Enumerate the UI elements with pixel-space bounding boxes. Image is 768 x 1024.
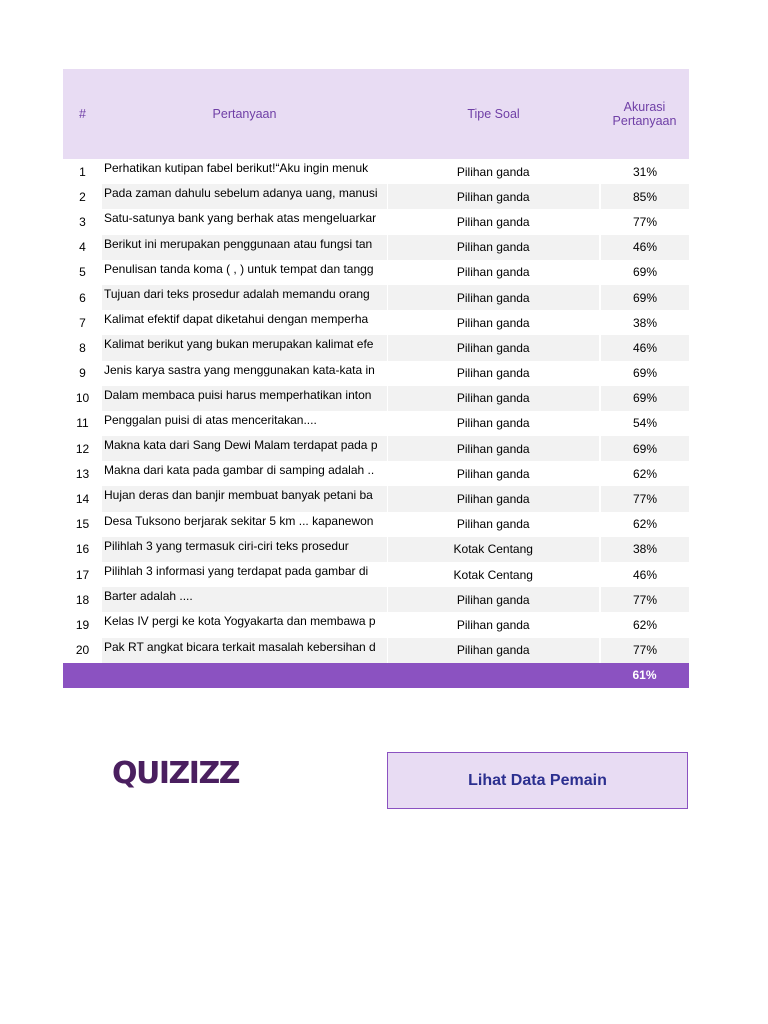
- table-body: [63, 159, 689, 663]
- row-question: Hujan deras dan banjir membuat banyak petani ba: [102, 486, 387, 511]
- table-row: [63, 159, 689, 184]
- row-type: Pilihan ganda: [387, 386, 600, 411]
- row-question: Pilihlah 3 yang termasuk ciri-ciri teks prosedur: [102, 537, 387, 562]
- row-number: 18: [75, 592, 90, 607]
- header-accuracy: [600, 69, 689, 159]
- row-accuracy: 38%: [600, 310, 689, 335]
- header-question: Pertanyaan: [212, 107, 277, 121]
- row-number: 13: [75, 466, 90, 481]
- row-accuracy: 46%: [600, 235, 689, 260]
- row-number: 4: [79, 240, 86, 255]
- row-accuracy: 77%: [600, 587, 689, 612]
- row-number: 14: [75, 492, 90, 507]
- table-row: [63, 335, 689, 360]
- quizizz-logo: QUIZIZZ: [112, 756, 239, 791]
- row-number: 9: [79, 366, 86, 381]
- table-row: [63, 184, 689, 209]
- row-question: Desa Tuksono berjarak sekitar 5 km ... kapanewon: [104, 513, 374, 528]
- row-number: 1: [79, 164, 86, 179]
- row-question: Makna kata dari Sang Dewi Malam terdapat pada p: [102, 436, 387, 461]
- row-type: Pilihan ganda: [387, 512, 600, 537]
- row-number: 3: [79, 214, 86, 229]
- row-type: Pilihan ganda: [387, 159, 600, 184]
- row-question: Pak RT angkat bicara terkait masalah kebersihan d: [102, 638, 387, 663]
- row-accuracy: 62%: [600, 461, 689, 486]
- row-type: Pilihan ganda: [387, 285, 600, 310]
- row-accuracy: 46%: [600, 335, 689, 360]
- row-number: 8: [79, 340, 86, 355]
- row-question: Satu-satunya bank yang berhak atas mengeluarkar: [104, 211, 377, 226]
- view-player-data-button[interactable]: Lihat Data Pemain: [387, 752, 688, 809]
- row-accuracy: 31%: [600, 159, 689, 184]
- row-type: Pilihan ganda: [387, 486, 600, 511]
- table-row: [63, 310, 689, 335]
- row-type: Pilihan ganda: [387, 260, 600, 285]
- row-type: Pilihan ganda: [387, 361, 600, 386]
- row-number: 16: [75, 542, 90, 557]
- row-accuracy: 85%: [600, 184, 689, 209]
- row-type: Pilihan ganda: [387, 436, 600, 461]
- row-question: Dalam membaca puisi harus memperhatikan inton: [102, 386, 387, 411]
- table-row: [63, 209, 689, 234]
- row-accuracy: 69%: [600, 361, 689, 386]
- row-type: Pilihan ganda: [387, 335, 600, 360]
- total-row: [63, 663, 689, 688]
- row-question: Kalimat berikut yang bukan merupakan kalimat efe: [102, 335, 387, 360]
- row-question: Berikut ini merupakan penggunaan atau fungsi tan: [102, 235, 387, 260]
- row-question: Penggalan puisi di atas menceritakan....: [104, 412, 317, 427]
- row-accuracy: 38%: [600, 537, 689, 562]
- row-accuracy: 62%: [600, 512, 689, 537]
- row-number: 5: [79, 265, 86, 280]
- row-number: 19: [75, 617, 90, 632]
- table-row: [63, 411, 689, 436]
- row-number: 20: [75, 643, 90, 658]
- row-type: Pilihan ganda: [387, 235, 600, 260]
- header-type: Tipe Soal: [467, 107, 520, 121]
- table-row: [63, 512, 689, 537]
- table-row: [63, 386, 689, 411]
- header-num: #: [79, 107, 86, 121]
- row-accuracy: 62%: [600, 612, 689, 637]
- row-accuracy: 69%: [600, 386, 689, 411]
- row-accuracy: 77%: [600, 209, 689, 234]
- table-row: [63, 260, 689, 285]
- header-accuracy-line1: Akurasi: [623, 100, 666, 114]
- row-type: Kotak Centang: [387, 562, 600, 587]
- table-header-row: [63, 69, 689, 159]
- row-number: 10: [75, 391, 90, 406]
- row-type: Pilihan ganda: [387, 638, 600, 663]
- row-question: Barter adalah ....: [102, 587, 387, 612]
- row-number: 7: [79, 315, 86, 330]
- row-question: Pilihlah 3 informasi yang terdapat pada gambar di: [104, 564, 369, 578]
- total-spacer: [63, 663, 600, 688]
- row-question: Kalimat efektif dapat diketahui dengan memperha: [104, 312, 369, 327]
- row-accuracy: 77%: [600, 486, 689, 511]
- question-accuracy-sheet: [63, 69, 689, 688]
- table-row: [63, 612, 689, 637]
- table-row: [63, 562, 689, 587]
- row-number: 17: [75, 567, 90, 582]
- row-type: Pilihan ganda: [387, 587, 600, 612]
- row-question: Perhatikan kutipan fabel berikut!“Aku ingin menuk: [104, 161, 369, 175]
- table-row: [63, 285, 689, 310]
- total-accuracy: 61%: [632, 668, 657, 683]
- row-number: 2: [79, 189, 86, 204]
- row-type: Pilihan ganda: [387, 184, 600, 209]
- row-question: Kelas IV pergi ke kota Yogyakarta dan membawa p: [104, 614, 376, 629]
- row-question: Penulisan tanda koma ( , ) untuk tempat dan tangg: [104, 261, 374, 276]
- row-type: Pilihan ganda: [387, 209, 600, 234]
- row-type: Pilihan ganda: [387, 310, 600, 335]
- row-type: Kotak Centang: [387, 537, 600, 562]
- row-type: Pilihan ganda: [387, 461, 600, 486]
- row-question: Makna dari kata pada gambar di samping adalah ..: [104, 463, 375, 478]
- table-row: [63, 638, 689, 663]
- table-row: [63, 361, 689, 386]
- table-row: [63, 486, 689, 511]
- row-number: 12: [75, 441, 90, 456]
- row-number: 6: [79, 290, 86, 305]
- row-accuracy: 46%: [600, 562, 689, 587]
- row-accuracy: 69%: [600, 436, 689, 461]
- row-question: Tujuan dari teks prosedur adalah memandu orang: [102, 285, 387, 310]
- table-row: [63, 461, 689, 486]
- row-type: Pilihan ganda: [387, 411, 600, 436]
- table-row: [63, 587, 689, 612]
- row-question: Pada zaman dahulu sebelum adanya uang, manusi: [102, 184, 387, 209]
- table-row: [63, 436, 689, 461]
- header-accuracy-line2: Pertanyaan: [612, 114, 677, 128]
- row-accuracy: 54%: [600, 411, 689, 436]
- row-accuracy: 69%: [600, 260, 689, 285]
- row-type: Pilihan ganda: [387, 612, 600, 637]
- table-row: [63, 537, 689, 562]
- row-number: 15: [75, 517, 90, 532]
- row-accuracy: 77%: [600, 638, 689, 663]
- row-question: Jenis karya sastra yang menggunakan kata-kata in: [104, 362, 375, 377]
- questions-table: [63, 69, 689, 688]
- row-number: 11: [76, 416, 89, 431]
- table-row: [63, 235, 689, 260]
- row-accuracy: 69%: [600, 285, 689, 310]
